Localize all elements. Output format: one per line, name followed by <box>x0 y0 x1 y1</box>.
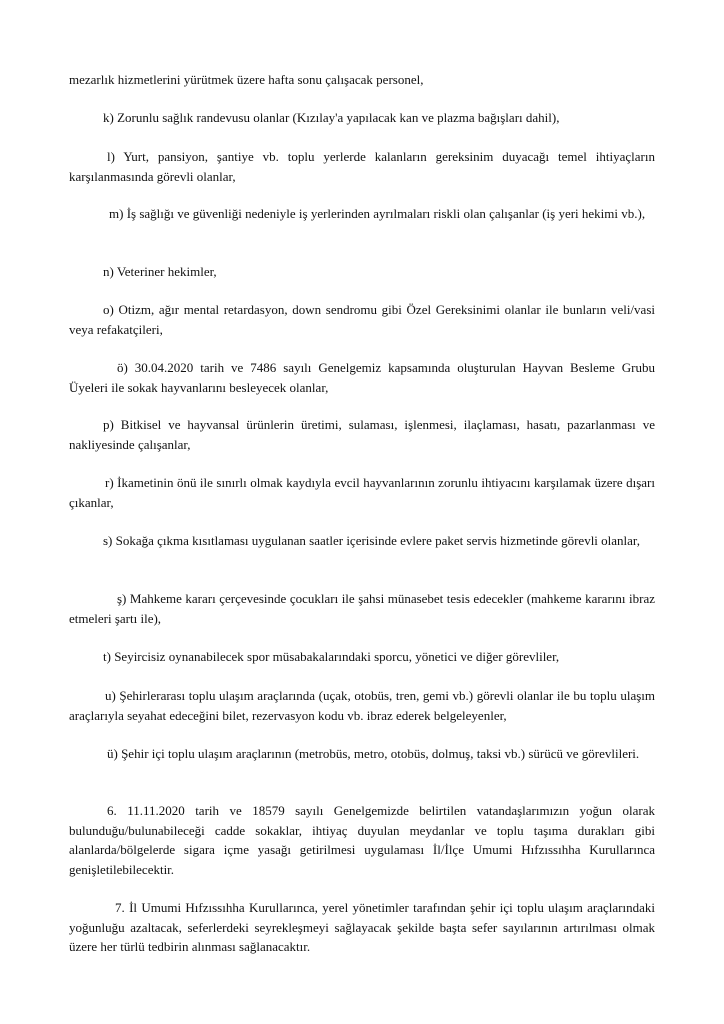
paragraph-m: m) İş sağlığı ve güvenliği nedeniyle iş yerlerinden ayrılmaları riskli olan çalışanlar (iş yeri hekimi vb.), <box>109 206 646 221</box>
paragraph-l: l) Yurt, pansiyon, şantiye vb. toplu yerlerde kalanların gereksinim duyacağı temel ihtiyaçların karşılanmasında görevli olanlar, <box>69 149 655 184</box>
paragraph-o-umlaut: ö) 30.04.2020 tarih ve 7486 sayılı Genelgemiz kapsamında oluşturulan Hayvan Besleme Grubu Üyeleri ile sokak hayvanlarını besleyecek olanlar, <box>69 360 655 395</box>
section-6: 6. 11.11.2020 tarih ve 18579 sayılı Genelgemizde belirtilen vatandaşlarımızın yoğun olarak bulunduğu/bulunabileceği cadde sokaklar, ihtiyaç duyulan meydanlar ve toplu taşıma durakları gibi alanlarda/bölgelerde sigara içme yasağı getirilmesi uygulaması İl/İlçe Umumi Hıfzıssıhha Kurullarınca genişletilebilecektir. <box>69 803 655 877</box>
paragraph-s-cedilla: ş) Mahkeme kararı çerçevesinde çocukları ile şahsi münasebet tesis edecekler (mahkeme kararını ibraz etmeleri şartı ile), <box>69 591 655 626</box>
paragraph-o: o) Otizm, ağır mental retardasyon, down sendromu gibi Özel Gereksinimi olanlar ile bunların veli/vasi veya refakatçileri, <box>69 302 655 337</box>
paragraph-s: s) Sokağa çıkma kısıtlaması uygulanan saatler içerisinde evlere paket servis hizmetinde görevli olanlar, <box>103 533 640 548</box>
paragraph-u: u) Şehirlerarası toplu ulaşım araçlarında (uçak, otobüs, tren, gemi vb.) görevli olanlar ile bu toplu ulaşım araçlarıyla seyahat edeceğini bilet, rezervasyon kodu vb. ibraz ederek belgeleyenler, <box>69 688 655 723</box>
paragraph-u-umlaut: ü) Şehir içi toplu ulaşım araçlarının (metrobüs, metro, otobüs, dolmuş, taksi vb.) sürücü ve görevlileri. <box>107 746 640 761</box>
paragraph-p: p) Bitkisel ve hayvansal ürünlerin üretimi, sulaması, işlenmesi, ilaçlaması, hasatı, pazarlanması ve nakliyesinde çalışanlar, <box>69 417 655 452</box>
paragraph-continuation: mezarlık hizmetlerini yürütmek üzere hafta sonu çalışacak personel, <box>69 72 424 87</box>
section-7: 7. İl Umumi Hıfzıssıhha Kurullarınca, yerel yönetimler tarafından şehir içi toplu ulaşım araçlarındaki yoğunluğu azaltacak, seferlerdeki seyrekleşmeyi sağlayacak şekilde başta sefer sayılarının artırılması olmak üzere her türlü tedbirin alınması sağlanacaktır. <box>69 900 655 954</box>
paragraph-r: r) İkametinin önü ile sınırlı olmak kaydıyla evcil hayvanlarının zorunlu ihtiyacını karşılamak üzere dışarı çıkanlar, <box>69 475 655 510</box>
paragraph-k: k) Zorunlu sağlık randevusu olanlar (Kızılay'a yapılacak kan ve plazma bağışları dahil), <box>103 110 560 125</box>
paragraph-t: t) Seyircisiz oynanabilecek spor müsabakalarındaki sporcu, yönetici ve diğer görevliler, <box>103 649 560 664</box>
paragraph-n: n) Veteriner hekimler, <box>103 264 217 279</box>
